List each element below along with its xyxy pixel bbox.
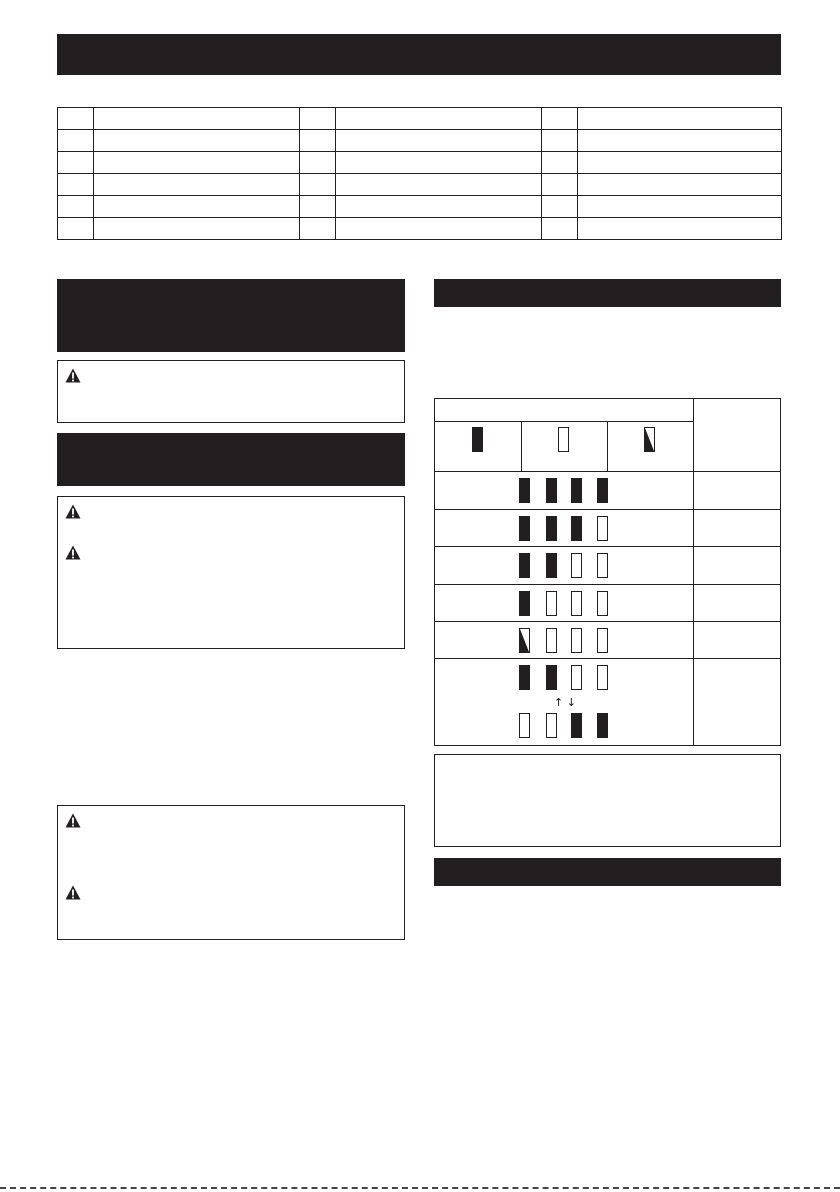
row-line	[435, 546, 780, 547]
parts-number-cell	[300, 152, 336, 174]
warning-box-3	[57, 805, 405, 940]
section-title-bar-4	[434, 858, 781, 886]
indicator-lamp-on	[519, 591, 530, 616]
toggle-arrows: ↑ ↓	[554, 696, 576, 709]
parts-table-row	[58, 218, 782, 240]
legend-divider-1	[521, 421, 522, 471]
indicator-lamp-off	[546, 591, 557, 616]
indicator-lamp-on	[571, 516, 582, 541]
parts-table-row	[58, 196, 782, 218]
parts-name-cell	[578, 130, 782, 152]
indicator-lamp-off	[519, 713, 530, 738]
indicator-lamp-off	[597, 628, 608, 653]
indicator-table-header-line	[435, 421, 693, 422]
indicator-table-divider	[693, 399, 694, 745]
parts-table-row	[58, 130, 782, 152]
indicator-table	[434, 398, 781, 746]
row-line	[435, 621, 780, 622]
parts-number-cell	[300, 108, 336, 130]
indicator-lamp-on	[546, 478, 557, 503]
indicator-lamp-off	[571, 591, 582, 616]
indicator-lamp-on	[519, 516, 530, 541]
indicator-lamp-off	[571, 665, 582, 690]
parts-number-cell	[58, 174, 94, 196]
parts-number-cell	[542, 196, 578, 218]
parts-name-cell	[578, 174, 782, 196]
warning-box-2	[57, 496, 405, 649]
warning-triangle-icon	[65, 368, 81, 383]
parts-name-cell	[94, 174, 300, 196]
parts-name-cell	[336, 130, 542, 152]
section-title-bar-2	[57, 433, 405, 486]
parts-number-cell	[542, 130, 578, 152]
parts-name-cell	[578, 108, 782, 130]
parts-table-row	[58, 152, 782, 174]
legend-lamp-blinking	[644, 427, 655, 452]
row-line	[435, 471, 780, 472]
indicator-lamp-off	[546, 628, 557, 653]
indicator-lamp-on	[571, 478, 582, 503]
parts-table-row	[58, 108, 782, 130]
parts-number-cell	[542, 174, 578, 196]
parts-number-cell	[300, 218, 336, 240]
row-line	[435, 509, 780, 510]
row-line	[435, 584, 780, 585]
parts-number-cell	[58, 196, 94, 218]
indicator-lamp-off	[597, 516, 608, 541]
parts-name-cell	[94, 130, 300, 152]
legend-lamp-off	[558, 427, 569, 452]
parts-number-cell	[58, 218, 94, 240]
parts-name-cell	[94, 108, 300, 130]
indicator-lamp-on	[571, 713, 582, 738]
warning-triangle-icon	[65, 545, 81, 560]
parts-number-cell	[542, 108, 578, 130]
parts-number-cell	[300, 130, 336, 152]
legend-lamp-on	[472, 427, 483, 452]
parts-table	[57, 107, 782, 240]
indicator-lamp-off	[597, 665, 608, 690]
indicator-lamp-on	[519, 478, 530, 503]
parts-number-cell	[542, 218, 578, 240]
indicator-lamp-on	[546, 553, 557, 578]
parts-name-cell	[94, 218, 300, 240]
indicator-lamp-half	[519, 628, 530, 653]
parts-number-cell	[300, 196, 336, 218]
parts-number-cell	[58, 130, 94, 152]
parts-name-cell	[336, 196, 542, 218]
parts-name-cell	[336, 108, 542, 130]
warning-triangle-icon	[65, 885, 81, 900]
indicator-lamp-on	[597, 478, 608, 503]
indicator-lamp-on	[597, 713, 608, 738]
parts-name-cell	[336, 152, 542, 174]
parts-number-cell	[58, 108, 94, 130]
row-line	[435, 658, 780, 659]
note-box	[434, 754, 781, 847]
legend-divider-2	[607, 421, 608, 471]
warning-box-1	[57, 360, 405, 423]
indicator-lamp-off	[571, 553, 582, 578]
parts-name-cell	[578, 196, 782, 218]
indicator-lamp-on	[546, 516, 557, 541]
parts-name-cell	[578, 152, 782, 174]
parts-number-cell	[58, 152, 94, 174]
indicator-lamp-off	[571, 628, 582, 653]
header-bar	[57, 34, 781, 75]
indicator-lamp-off	[597, 591, 608, 616]
indicator-lamp-on	[519, 665, 530, 690]
indicator-lamp-on	[519, 553, 530, 578]
parts-number-cell	[300, 174, 336, 196]
warning-triangle-icon	[65, 813, 81, 828]
page-bottom-rule	[0, 1187, 840, 1191]
section-title-bar-1	[57, 279, 405, 352]
indicator-lamp-off	[546, 713, 557, 738]
parts-name-cell	[578, 218, 782, 240]
parts-table-row	[58, 174, 782, 196]
parts-name-cell	[336, 174, 542, 196]
warning-triangle-icon	[65, 504, 81, 519]
section-title-bar-3	[434, 279, 781, 307]
parts-name-cell	[336, 218, 542, 240]
indicator-lamp-off	[597, 553, 608, 578]
parts-name-cell	[94, 196, 300, 218]
parts-number-cell	[542, 152, 578, 174]
indicator-lamp-on	[546, 665, 557, 690]
parts-name-cell	[94, 152, 300, 174]
